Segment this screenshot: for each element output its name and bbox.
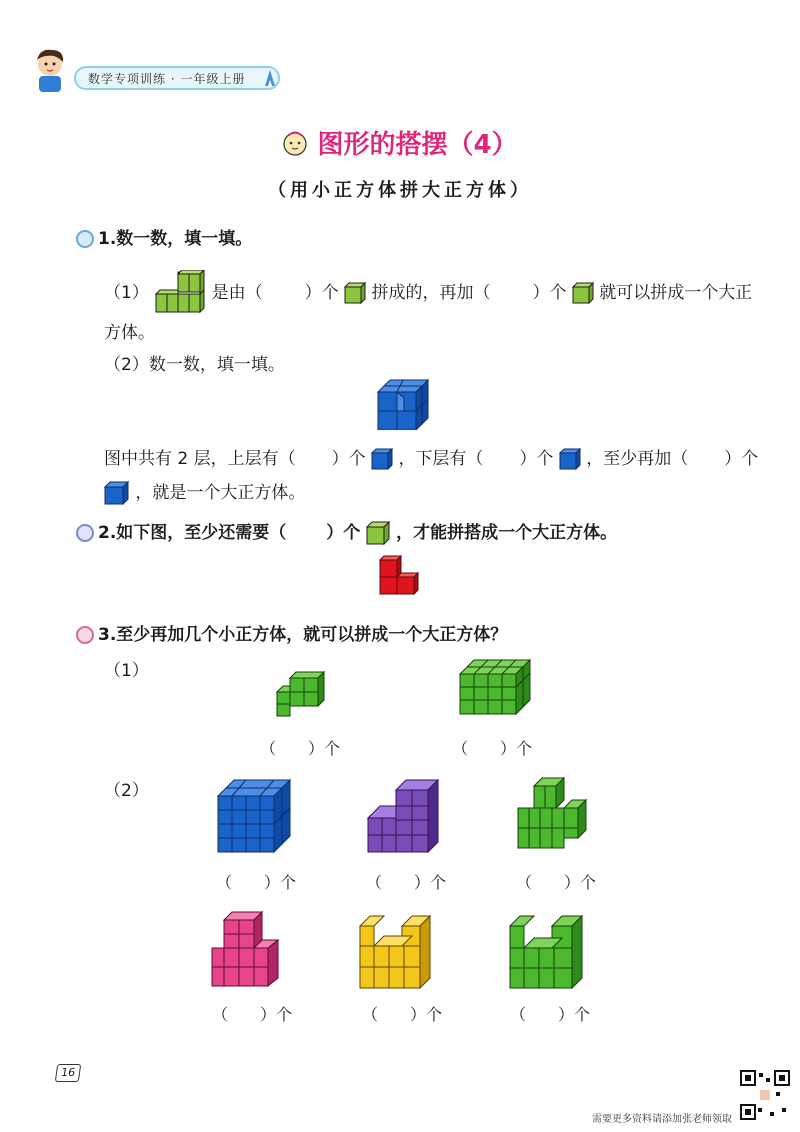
q1-part1-text3: 拼成的，再加（ (371, 283, 491, 303)
q1-part2-text4: ）个 (519, 449, 554, 469)
answer-blank[interactable]: （ ）个 (260, 739, 341, 758)
answer-blank[interactable]: （ ）个 (366, 873, 447, 892)
q1-part1-text4: ）个 (532, 283, 567, 303)
q2-line (76, 518, 617, 545)
q1-bullet-icon (76, 230, 94, 248)
blue-block-figure (216, 778, 292, 854)
green-u-block-figure (508, 912, 584, 990)
answer-blank[interactable]: （ ）个 (212, 1005, 293, 1024)
green-block-figure-2 (458, 658, 532, 716)
banner-text: 数学专项训练 · 一年级上册 (88, 72, 246, 86)
q1-part2-line1 (104, 444, 758, 470)
green-stepped-figure (516, 776, 588, 850)
q2-bullet-icon (76, 524, 94, 542)
q3-bullet-icon (76, 626, 94, 644)
q1-part2-text6: ）个 (724, 449, 759, 469)
answer-blank[interactable]: （ ）个 (510, 1005, 591, 1024)
q1-part2-label: （2）数一数，填一填。 (104, 355, 285, 375)
q1-part1-text6: 方体。 (104, 323, 155, 343)
q3-title-text: 3.至少再加几个小正方体，就可以拼成一个大正方体？ (98, 625, 508, 645)
q1-title-text: 1.数一数，填一填。 (98, 229, 253, 249)
qr-code-icon (740, 1070, 790, 1120)
blue-unit-cube-icon (559, 448, 581, 470)
q1-part2-text3: ，下层有（ (398, 449, 484, 469)
page-title (0, 124, 800, 161)
boy-avatar-icon (22, 44, 82, 96)
q3-part1-label: （1） (104, 661, 149, 681)
title-text: 图形的搭摆（4） (317, 130, 518, 160)
green-block-figure-1 (276, 668, 326, 718)
green-unit-cube-icon (572, 282, 594, 304)
q2-text2: ）个 (326, 523, 361, 543)
pink-block-figure (210, 910, 280, 988)
blue-unit-cube-icon (371, 448, 393, 470)
red-cube-structure (376, 554, 430, 604)
header-banner (22, 44, 278, 96)
answer-blank[interactable]: （ ）个 (216, 873, 297, 892)
q3-part2-label: （2） (104, 781, 149, 801)
q1-title (76, 224, 252, 249)
q2-text3: ，才能拼搭成一个大正方体。 (396, 523, 618, 543)
answer-blank[interactable]: （ ）个 (452, 739, 533, 758)
cartoon-face-icon (282, 130, 308, 156)
pencil-icon (262, 68, 278, 88)
footer-note: 需要更多资料请添加张老师领取 (592, 1114, 732, 1125)
q1-part1-prefix: （1） (104, 283, 149, 303)
green-stair-blocks-icon (154, 270, 206, 316)
q1-part1-text1: 是由（ (211, 283, 263, 303)
q3-title (76, 620, 507, 645)
green-unit-cube-icon (344, 282, 366, 304)
answer-blank[interactable]: （ ）个 (362, 1005, 443, 1024)
subtitle: （用小正方体拼大正方体） (268, 180, 532, 201)
blue-unit-cube-icon (104, 481, 130, 505)
q1-part2-text1: 图中共有 2 层，上层有（ (104, 449, 296, 469)
q1-part2-line2 (104, 478, 305, 505)
q1-part2-text5: ，至少再加（ (586, 449, 689, 469)
q1-part2-text2: ）个 (331, 449, 366, 469)
q2-text1: 2.如下图，至少还需要（ (98, 523, 287, 543)
q1-part2-text7: ，就是一个大正方体。 (135, 483, 306, 503)
q1-part1-text5: 就可以拼成一个大正 (599, 283, 753, 303)
yellow-block-figure (358, 912, 432, 990)
q1-part1-line (104, 270, 752, 316)
q1-part1-text2: ）个 (304, 283, 339, 303)
green-unit-cube-icon (366, 521, 390, 545)
answer-blank[interactable]: （ ）个 (516, 873, 597, 892)
page-number: 16 (55, 1064, 82, 1082)
blue-cube-structure (376, 378, 430, 430)
purple-block-figure (366, 778, 440, 854)
